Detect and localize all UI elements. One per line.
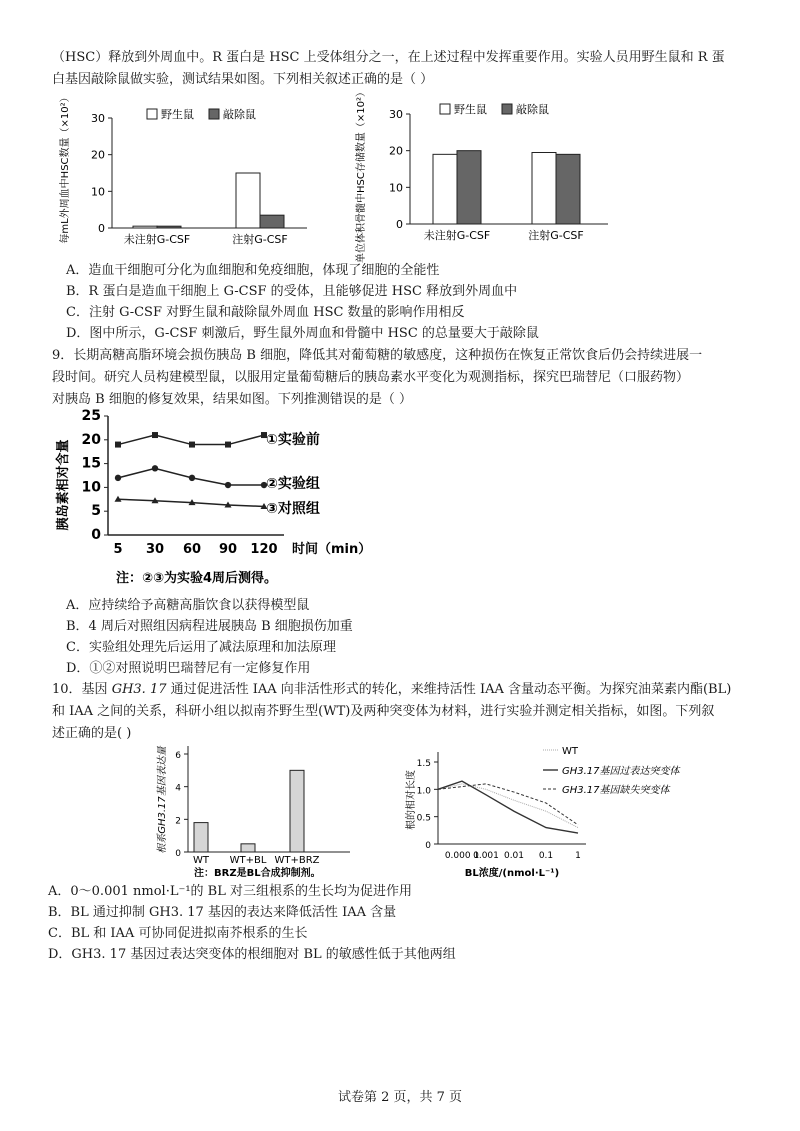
q9-stem-line-2: 段时间。研究人员构建模型鼠，以服用定量葡萄糖后的胰岛素水平变化为观测指标，探究巴瑞替尼（口服药物） <box>52 370 690 385</box>
series-deletion-line <box>438 784 578 825</box>
data-point <box>189 442 195 448</box>
series-label-experiment: ②实验组 <box>266 476 320 492</box>
q8-option-d: D．图中所示，G-CSF 刺激后，野生鼠外周血和骨髓中 HSC 的总量要大于敲除鼠 <box>66 326 539 341</box>
y-tick-label: 10 <box>81 479 101 496</box>
x-label-2: 注射G-CSF <box>528 229 584 242</box>
q9-option-a: A．应持续给予高糖高脂饮食以获得模型鼠 <box>66 598 310 613</box>
q10-option-b: B．BL 通过抑制 GH3. 17 基因的表达来降低活性 IAA 含量 <box>48 905 397 920</box>
q10-stem-part-2: 通过促进活性 IAA 向非活性形式的转化，来维持活性 IAA 含量动态平衡。为探究油菜素内酯(BL) <box>166 682 732 697</box>
y-tick-label: 20 <box>389 144 403 158</box>
y-tick-label: 0 <box>396 218 403 231</box>
y-tick-label: 20 <box>91 148 105 162</box>
q8-right-ylabel: 单位体积骨髓中HSC存储数量（×10²） <box>356 87 367 263</box>
q8-option-b: B．R 蛋白是造血干细胞上 G-CSF 的受体，且能够促进 HSC 释放到外周血中 <box>66 284 518 299</box>
x-tick-label: 1 <box>575 851 581 861</box>
x-label-1: 未注射G-CSF <box>123 233 191 246</box>
y-tick-label: 0 <box>175 849 181 859</box>
x-tick-label: 60 <box>182 542 202 557</box>
y-tick-label: 25 <box>81 408 101 424</box>
q10-option-c: C．BL 和 IAA 可协同促进拟南芥根系的生长 <box>48 926 308 941</box>
data-point <box>115 442 121 448</box>
bar-knockout <box>260 215 284 228</box>
y-tick-label: 0 <box>425 841 431 851</box>
bar <box>194 823 208 852</box>
bar-wild <box>532 153 556 225</box>
q10-right-xlabel: BL浓度/(nmol·L⁻¹) <box>464 868 560 879</box>
q10-gene-name: GH3. 17 <box>111 682 167 697</box>
bar-knockout <box>157 226 181 228</box>
q8-left-ylabel: 每mL外周血中HSC数量（×10²） <box>60 92 71 244</box>
bar-wild <box>133 226 157 228</box>
legend-wild: 野生鼠 <box>454 103 487 116</box>
q10-left-ylabel: 根系GH3.17基因表达量 <box>157 746 168 854</box>
x-tick-label: 5 <box>113 542 123 557</box>
q10-stem-line-2: 和 IAA 之间的关系，科研小组以拟南芥野生型(WT)及两种突变体为材料，进行实验并测定相关指标，如图。下列叙 <box>52 704 715 719</box>
y-tick-label: 10 <box>389 181 403 195</box>
x-tick-label: 0.01 <box>503 851 525 861</box>
y-tick-label: 1.0 <box>416 786 431 797</box>
bar-knockout <box>457 151 481 224</box>
x-tick-label: 0.1 <box>538 851 554 861</box>
y-tick-label: 6 <box>175 751 181 761</box>
y-tick-label: 5 <box>91 503 101 520</box>
data-point <box>152 432 158 438</box>
legend-deletion: GH3.17基因缺失突变体 <box>562 785 670 796</box>
bar-wild <box>433 154 457 224</box>
data-point <box>152 465 158 471</box>
series-label-control: ③对照组 <box>266 501 320 517</box>
q8-option-a: A．造血干细胞可分化为血细胞和免疫细胞，体现了细胞的全能性 <box>66 263 440 278</box>
q8-chart-peripheral-hsc <box>52 92 322 260</box>
legend-wt: WT <box>562 746 578 757</box>
q8-option-c: C．注射 G-CSF 对野生鼠和敲除鼠外周血 HSC 数量的影响作用相反 <box>66 305 465 320</box>
data-point <box>189 475 195 481</box>
legend <box>440 102 549 116</box>
q9-insulin-chart <box>52 410 372 590</box>
x-tick-label: 120 <box>250 542 278 557</box>
x-tick-label: 0.000 1 <box>444 851 480 861</box>
q9-stem-line-3: 对胰岛 B 细胞的修复效果，结果如图。下列推测错误的是（ ） <box>52 392 412 407</box>
q9-ylabel: 胰岛素相对含量 <box>56 439 71 531</box>
intro-line-1: （HSC）释放到外周血中。R 蛋白是 HSC 上受体组分之一，在上述过程中发挥重要作用。实验人员用野生鼠和 R 蛋 <box>52 50 725 65</box>
q10-stem-line-3: 述正确的是( ) <box>52 726 132 741</box>
series-label-before: ①实验前 <box>266 432 320 448</box>
legend-wild: 野生鼠 <box>161 108 194 121</box>
q10-stem-part-1: 10．基因 <box>52 682 112 697</box>
q9-option-d: D．①②对照说明巴瑞替尼有一定修复作用 <box>66 661 311 676</box>
q9-option-c: C．实验组处理先后运用了减法原理和加法原理 <box>66 640 336 655</box>
y-tick-label: 0.5 <box>416 813 431 824</box>
y-tick-label: 0 <box>91 527 101 543</box>
y-tick-label: 1.5 <box>416 759 431 769</box>
y-tick-label: 10 <box>91 185 105 199</box>
bar-knockout <box>556 154 580 224</box>
x-tick-label: WT <box>193 855 209 866</box>
bar-wild <box>236 173 260 228</box>
y-tick-label: 30 <box>91 112 105 125</box>
x-tick-label: 0.001 <box>473 851 499 861</box>
q9-xlabel: 时间（min） <box>292 542 372 557</box>
y-tick-label: 20 <box>81 431 101 448</box>
y-tick-label: 30 <box>389 108 403 121</box>
q10-stem-line-1 <box>52 680 764 700</box>
x-tick-label: 30 <box>145 542 165 557</box>
page-footer: 试卷第 2 页，共 7 页 <box>337 1090 463 1105</box>
q10-right-ylabel: 根的相对长度 <box>406 770 417 830</box>
legend-overexpression: GH3.17基因过表达突变体 <box>562 766 680 777</box>
x-tick-label: 90 <box>218 542 238 557</box>
q10-option-d: D．GH3. 17 基因过表达突变体的根细胞对 BL 的敏感性低于其他两组 <box>48 947 456 962</box>
q9-option-b: B．4 周后对照组因病程进展胰岛 B 细胞损伤加重 <box>66 619 353 634</box>
x-tick-label: WT+BL <box>229 855 267 866</box>
data-point <box>225 482 231 488</box>
q10-left-note: 注：BRZ是BL合成抑制剂。 <box>194 868 321 879</box>
q9-stem-line-1: 9．长期高糖高脂环境会损伤胰岛 B 细胞，降低其对葡萄糖的敏感度，这种损伤在恢复正常饮食后仍会持续进展一 <box>52 348 703 363</box>
data-point <box>115 475 121 481</box>
legend-knockout: 敲除鼠 <box>516 103 549 116</box>
x-label-1: 未注射G-CSF <box>423 229 491 242</box>
series-overexpression-line <box>438 781 578 833</box>
legend <box>147 107 256 121</box>
x-label-2: 注射G-CSF <box>232 233 288 246</box>
q9-note: 注：②③为实验4周后测得。 <box>116 571 278 586</box>
bar <box>241 844 255 852</box>
y-tick-label: 4 <box>175 783 181 794</box>
q8-chart-bone-marrow-hsc <box>350 87 620 263</box>
y-tick-label: 2 <box>175 816 181 827</box>
y-tick-label: 15 <box>81 455 101 472</box>
legend-knockout: 敲除鼠 <box>223 108 256 121</box>
intro-line-2: 白基因敲除鼠做实验，测试结果如图。下列相关叙述正确的是（ ） <box>52 72 434 87</box>
bar <box>290 770 304 852</box>
y-tick-label: 0 <box>98 222 105 235</box>
q10-option-a: A．0～0.001 nmol·L⁻¹的 BL 对三组根系的生长均为促进作用 <box>48 884 412 899</box>
data-point <box>225 442 231 448</box>
legend <box>543 746 681 796</box>
x-tick-label: WT+BRZ <box>274 855 320 866</box>
q10-root-length-chart <box>400 740 680 880</box>
q10-gene-expression-chart <box>150 740 370 880</box>
